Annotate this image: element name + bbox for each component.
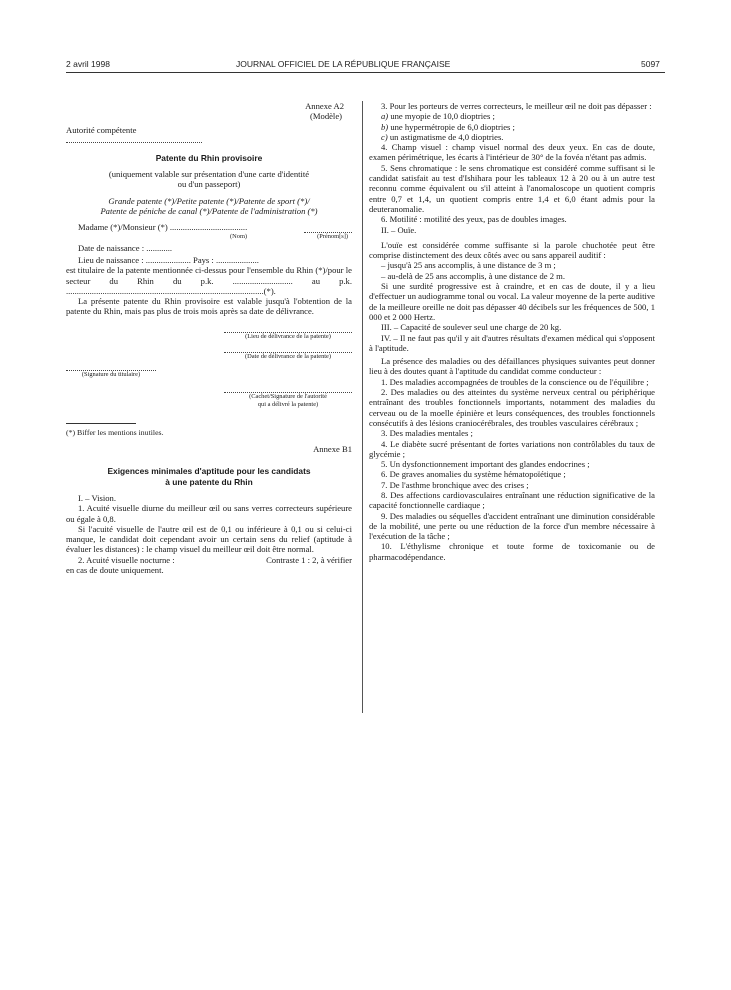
footnote-rule bbox=[66, 423, 136, 424]
maladie-4: 4. Le diabète sucré présentant de fortes variations non contrôlables du taux de glycémie ; bbox=[369, 438, 655, 459]
maladie-9: 9. Des maladies ou séquelles d'accident entraînant une diminution considérable de la mobilité, une perte ou une réduction de la force d'un membre nécessaire à l'exécution de la tâche ; bbox=[369, 510, 655, 542]
signature-caption: (Signature du titulaire) bbox=[81, 370, 141, 378]
vision-p3-contrast: Contraste 1 : 2, à vérifier bbox=[266, 554, 352, 565]
vision-p3-label: 2. Acuité visuelle nocturne : bbox=[78, 554, 175, 565]
form-subtitle-1: (uniquement valable sur présentation d'une carte d'identité bbox=[108, 169, 310, 180]
right-p3: 5. Sens chromatique : le sens chromatique est considéré comme suffisant si le candidat satisfait au test d'Ishihara pour les tableaux 12 à 20 ou à un autre test reconnu comme équivalent ou s'il atteint à l'anomaloscope un quotient compris entre 0,7 et 1,4, un quotient compris entre 1,4 et 6,0 étant admis pour la deuteranomalie. bbox=[369, 162, 655, 214]
section-vision: I. – Vision. bbox=[78, 492, 116, 503]
section-examen: IV. – Il ne faut pas qu'il y ait d'autres résultats d'examen médical qui s'opposent à l'aptitude. bbox=[369, 332, 655, 353]
form-subtitle-2: ou d'un passeport) bbox=[177, 179, 241, 190]
exigences-title-2: à une patente du Rhin bbox=[165, 476, 253, 487]
right-p1a: une myopie de 10,0 dioptries ; bbox=[388, 111, 495, 122]
exigences-title-1: Exigences minimales d'aptitude pour les candidats bbox=[107, 466, 311, 477]
vision-p2: Si l'acuité visuelle de l'autre œil est de 0,1 ou inférieure à 0,1 ou si celui-ci manque, le candidat doit cependant avoir un certain sens du relief (aptitude à évaluer les distances) : le champ visuel du meilleur œil doit être normal. bbox=[66, 523, 352, 555]
date-deliv-caption: (Date de délivrance de la patente) bbox=[244, 352, 332, 360]
right-p7: – jusqu'à 25 ans accomplis, à une distance de 3 m ; bbox=[381, 260, 556, 271]
autorite-label: Autorité compétente bbox=[66, 124, 137, 135]
annex-a2-label: Annexe A2 bbox=[305, 101, 344, 111]
vision-p3-end: en cas de doute uniquement. bbox=[66, 565, 164, 576]
right-p1: 3. Pour les porteurs de verres correcteurs, le meilleur œil ne doit pas dépasser : bbox=[381, 101, 652, 111]
patent-types-2: Patente de péniche de canal (*)/Patente de l'administration (*) bbox=[100, 206, 318, 217]
cachet-caption-2: qui a délivré la patente) bbox=[257, 400, 319, 408]
right-p1a-letter: a) bbox=[381, 111, 389, 122]
section-ouie: II. – Ouïe. bbox=[381, 224, 417, 235]
footnote: (*) Biffer les mentions inutiles. bbox=[66, 427, 164, 437]
naissance-field: Date de naissance : ............ bbox=[78, 242, 173, 253]
right-p9: Si une surdité progressive est à craindre, et en cas de doute, il y a lieu d'effectuer un audiogramme tonal ou vocal. La valeur moyenne de la perte auditive de la meilleure oreille ne doit pas dépasser 40 décibels sur les fréquences de 500, 1 000 et 2 000 Hertz. bbox=[369, 281, 655, 322]
maladie-1: 1. Des maladies accompagnées de troubles de la conscience ou de l'équilibre ; bbox=[381, 376, 649, 387]
vision-p1: 1. Acuité visuelle diurne du meilleur œil ou sans verres correcteurs supérieure ou égale à 0,8. bbox=[66, 503, 352, 524]
right-p1b: une hypermétropie de 6,0 dioptries ; bbox=[388, 121, 515, 132]
patent-types-1: Grande patente (*)/Petite patente (*)/Patente de sport (*)/ bbox=[108, 195, 310, 206]
header-date: 2 avril 1998 bbox=[66, 59, 110, 69]
header-rule bbox=[66, 72, 665, 73]
right-p8: – au-delà de 25 ans accomplis, à une distance de 2 m. bbox=[381, 270, 565, 281]
nom-caption: (Nom) bbox=[230, 232, 248, 240]
header-journal-title: JOURNAL OFFICIEL DE LA RÉPUBLIQUE FRANÇAISE bbox=[236, 59, 451, 69]
maladie-3: 3. Des maladies mentales ; bbox=[381, 428, 473, 439]
presente-text: La présente patente du Rhin provisoire est valable jusqu'à l'obtention de la patente du Rhin, mais pas plus de trois mois après sa date de délivrance. bbox=[66, 296, 352, 317]
maladie-5: 5. Un dysfonctionnement important des glandes endocrines ; bbox=[381, 459, 590, 470]
maladie-2: 2. Des maladies ou des atteintes du système nerveux central ou périphérique entraînant des troubles fonctionnels importants, notamment des maladies du cerveau ou de la moelle épinière et leurs conséquences, des troubles fonctionnels consécutifs à des lésions craniocérébrales, des troubles vasculaires cérébraux ; bbox=[369, 387, 655, 428]
right-p1c: un astigmatisme de 4,0 dioptries. bbox=[387, 131, 504, 142]
right-p4: 6. Motilité : motilité des yeux, pas de doubles images. bbox=[381, 214, 567, 225]
form-title: Patente du Rhin provisoire bbox=[155, 152, 263, 163]
lieu-deliv-caption: (Lieu de délivrance de la patente) bbox=[245, 332, 331, 340]
prenom-caption: (Prénom[s]) bbox=[317, 232, 348, 240]
maladie-8: 8. Des affections cardiovasculaires entraînant une réduction significative de la capacité fonctionnelle cardiaque ; bbox=[369, 489, 655, 511]
maladie-10: 10. L'éthylisme chronique et toute forme de toxicomanie ou de pharmacodépendance. bbox=[369, 541, 655, 562]
right-p1c-letter: c) bbox=[381, 131, 388, 142]
annex-b1-label: Annexe B1 bbox=[313, 444, 352, 455]
column-divider bbox=[362, 101, 363, 713]
left-column bbox=[66, 101, 352, 575]
section-capacite: III. – Capacité de soulever seul une charge de 20 kg. bbox=[381, 322, 562, 333]
right-column bbox=[369, 101, 655, 562]
titulaire-text: est titulaire de la patente mentionnée ci-dessus pour l'ensemble du Rhin (*)/pour le secteur du Rhin du p.k. ............................ au p.k. ............................................................................................(*). bbox=[66, 265, 352, 296]
right-p12: La présence des maladies ou des défaillances physiques suivantes peut donner lieu à des doutes quant à l'aptitude du candidat comme conducteur : bbox=[369, 356, 655, 377]
header-page-number: 5097 bbox=[641, 59, 660, 69]
maladie-6: 6. De graves anomalies du système hématopoïétique ; bbox=[381, 469, 566, 480]
lieu-field: Lieu de naissance : ..................... Pays : .................... bbox=[78, 254, 259, 265]
right-p6: L'ouïe est considérée comme suffisante si la parole chuchotée peut être comprise distinctement des deux côtés avec ou sans appareil auditif : bbox=[369, 239, 655, 261]
cachet-caption-1: (Cachet/Signature de l'autorité bbox=[249, 392, 327, 400]
right-p2: 4. Champ visuel : champ visuel normal des deux yeux. En cas de doute, examen périmétrique, les écarts à l'intérieur de 30° de la fovéa n'étant pas admis. bbox=[369, 142, 655, 163]
right-p1b-letter: b) bbox=[381, 121, 389, 132]
modele-label: (Modèle) bbox=[310, 111, 342, 122]
maladie-7: 7. De l'asthme bronchique avec des crises ; bbox=[381, 479, 529, 490]
madame-field: Madame (*)/Monsieur (*) .................................... bbox=[78, 222, 248, 233]
